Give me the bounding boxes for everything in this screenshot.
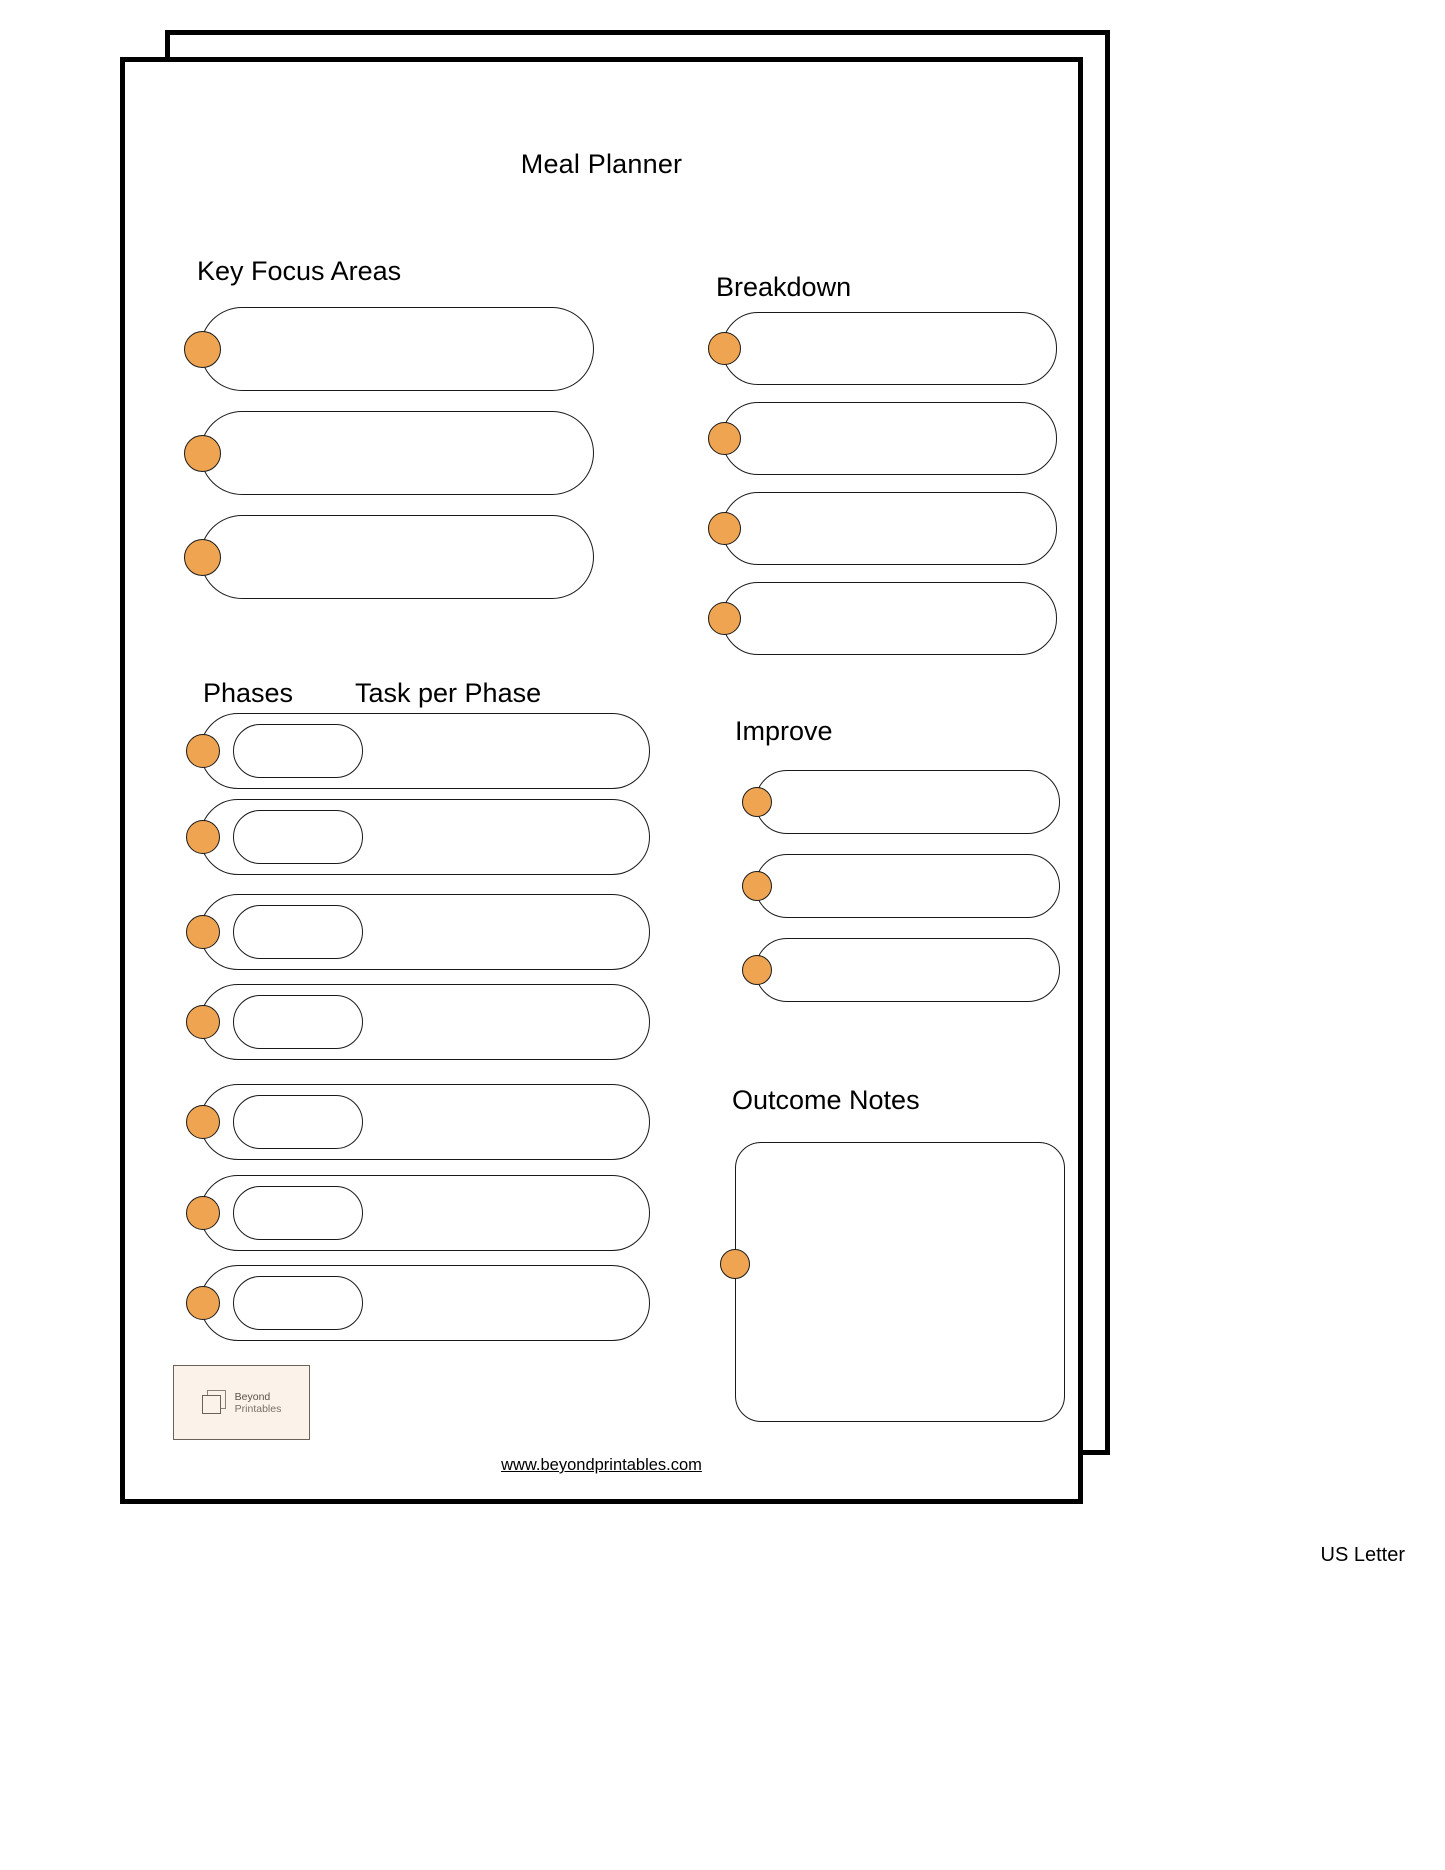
phase-field[interactable] (233, 1095, 363, 1149)
paper-size-label: US Letter (1320, 1544, 1405, 1566)
node-dot-icon (184, 331, 221, 368)
brand-logo (173, 1365, 310, 1440)
outcome-notes-field[interactable] (735, 1142, 1065, 1422)
key-focus-area-field[interactable] (200, 411, 594, 495)
improve-field[interactable] (755, 770, 1060, 834)
breakdown-row[interactable] (722, 492, 1057, 565)
breakdown-row[interactable] (722, 582, 1057, 655)
stacked-squares-icon (202, 1390, 228, 1416)
footer-website-link[interactable]: www.beyondprintables.com (501, 1456, 702, 1474)
node-dot-icon (186, 915, 220, 949)
improve-row[interactable] (755, 854, 1060, 918)
improve-field[interactable] (755, 938, 1060, 1002)
node-dot-icon (186, 1196, 220, 1230)
breakdown-field[interactable] (722, 582, 1057, 655)
phase-row[interactable] (200, 984, 650, 1060)
section-heading-improve: Improve (735, 716, 833, 746)
phase-row[interactable] (200, 713, 650, 789)
improve-field[interactable] (755, 854, 1060, 918)
improve-row[interactable] (755, 938, 1060, 1002)
node-dot-icon (742, 787, 772, 817)
section-heading-phases: Phases (203, 678, 294, 708)
node-dot-icon (708, 602, 741, 635)
node-dot-icon (708, 512, 741, 545)
phase-row[interactable] (200, 1265, 650, 1341)
breakdown-row[interactable] (722, 312, 1057, 385)
phase-field[interactable] (233, 1276, 363, 1330)
section-heading-task-per-phase: Task per Phase (355, 678, 542, 708)
node-dot-icon (184, 539, 221, 576)
phase-field[interactable] (233, 1186, 363, 1240)
phase-field[interactable] (233, 905, 363, 959)
key-focus-area-field[interactable] (200, 515, 594, 599)
node-dot-icon (186, 1286, 220, 1320)
page-title: Meal Planner (520, 149, 683, 179)
breakdown-field[interactable] (722, 492, 1057, 565)
phase-row[interactable] (200, 894, 650, 970)
node-dot-icon (186, 1005, 220, 1039)
key-focus-area-row[interactable] (200, 515, 594, 599)
node-dot-icon (186, 1105, 220, 1139)
section-heading-key-focus-areas: Key Focus Areas (197, 256, 402, 286)
node-dot-icon (708, 422, 741, 455)
brand-name (235, 1391, 282, 1415)
key-focus-area-row[interactable] (200, 307, 594, 391)
key-focus-area-row[interactable] (200, 411, 594, 495)
key-focus-area-field[interactable] (200, 307, 594, 391)
node-dot-icon (742, 955, 772, 985)
breakdown-field[interactable] (722, 312, 1057, 385)
phase-field[interactable] (233, 995, 363, 1049)
phase-field[interactable] (233, 724, 363, 778)
breakdown-row[interactable] (722, 402, 1057, 475)
phase-row[interactable] (200, 799, 650, 875)
node-dot-icon (742, 871, 772, 901)
node-dot-icon (186, 820, 220, 854)
node-dot-icon (186, 734, 220, 768)
breakdown-field[interactable] (722, 402, 1057, 475)
phase-row[interactable] (200, 1084, 650, 1160)
printable-page (120, 57, 1083, 1504)
section-heading-outcome-notes: Outcome Notes (732, 1085, 920, 1115)
node-dot-icon (708, 332, 741, 365)
node-dot-icon (720, 1249, 750, 1279)
brand-name-line2: Printables (234, 1402, 282, 1415)
phase-field[interactable] (233, 810, 363, 864)
section-heading-breakdown: Breakdown (716, 272, 852, 302)
phase-row[interactable] (200, 1175, 650, 1251)
node-dot-icon (184, 435, 221, 472)
brand-name-line1: Beyond (234, 1390, 271, 1403)
improve-row[interactable] (755, 770, 1060, 834)
